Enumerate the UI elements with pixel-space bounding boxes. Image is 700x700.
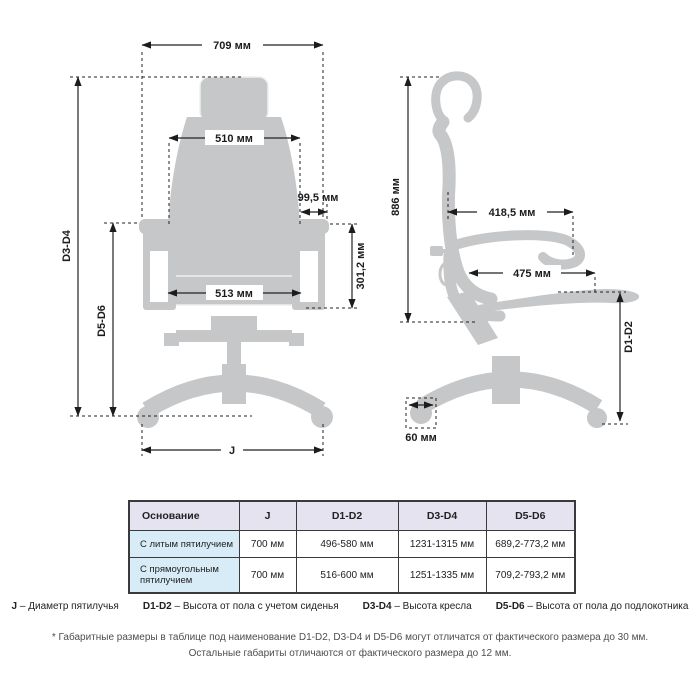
front-headrest [200,77,268,121]
dim-armrest-inset-label: 99,5 мм [297,192,339,204]
col-header-d1d2: D1-D2 [296,501,398,531]
front-right-caster [311,406,333,428]
legend-item-d5d6: D5-D6 – Высота от пола до подлокотника [495,601,689,612]
legend-item-d3d4: D3-D4 – Высота кресла [362,601,472,612]
legend-item-j: J – Диаметр пятилучья [11,601,119,612]
dim-d1d2-label: D1-D2 [623,321,635,353]
front-left-caster [137,406,159,428]
dim-backrest-width-label: 510 мм [215,133,253,145]
cell-d5d6: 709,2-793,2 мм [486,558,575,594]
dim-backrest-height-label: 886 мм [390,178,402,216]
col-header-d5d6: D5-D6 [486,501,575,531]
side-view-chair [410,76,639,428]
footnote-line-2: Остальные габариты отличаются от фактического размера до 12 мм. [188,648,512,659]
dim-caster-size-label: 60 мм [405,432,437,444]
dim-armrest-height-label: 301,2 мм [355,242,367,290]
front-view-chair [137,77,333,428]
dim-overall-depth-label: 475 мм [513,268,551,280]
cell-j: 700 мм [239,531,296,558]
front-right-armrest [288,219,329,310]
dimensions-table [128,500,576,594]
dim-d3d4-label: D3-D4 [61,230,73,262]
cell-d1d2: 496-580 мм [296,531,398,558]
dim-seat-width-label: 513 мм [215,288,253,300]
side-headrest [436,76,477,121]
table-row [129,558,575,594]
dim-base-diameter-label: J [228,445,236,457]
side-seat [455,235,580,264]
cell-d5d6: 689,2-773,2 мм [486,531,575,558]
cell-j: 700 мм [239,558,296,594]
dim-overall-width-label: 709 мм [213,40,251,52]
row-base-label: С прямоугольным пятилучием [129,558,239,594]
row-base-label: С литым пятилучием [129,531,239,558]
cell-d3d4: 1231-1315 мм [398,531,486,558]
col-header-base: Основание [129,501,239,531]
footnote-line-1: * Габаритные размеры в таблице под наименование D1-D2, D3-D4 и D5-D6 могут отличатся от фактического размера до 30 мм. [51,632,649,643]
legend [0,601,700,612]
side-right-caster [587,408,607,428]
table-row [129,531,575,558]
cell-d1d2: 516-600 мм [296,558,398,594]
footnotes [0,630,700,662]
legend-item-d1d2: D1-D2 – Высота от пола с учетом сиденья [142,601,339,612]
front-left-armrest [139,219,180,310]
cell-d3d4: 1251-1335 мм [398,558,486,594]
col-header-j: J [239,501,296,531]
dim-seat-depth-label: 418,5 мм [488,207,536,219]
dim-d5d6-label: D5-D6 [96,305,108,337]
table-header-row [129,501,575,531]
col-header-d3d4: D3-D4 [398,501,486,531]
